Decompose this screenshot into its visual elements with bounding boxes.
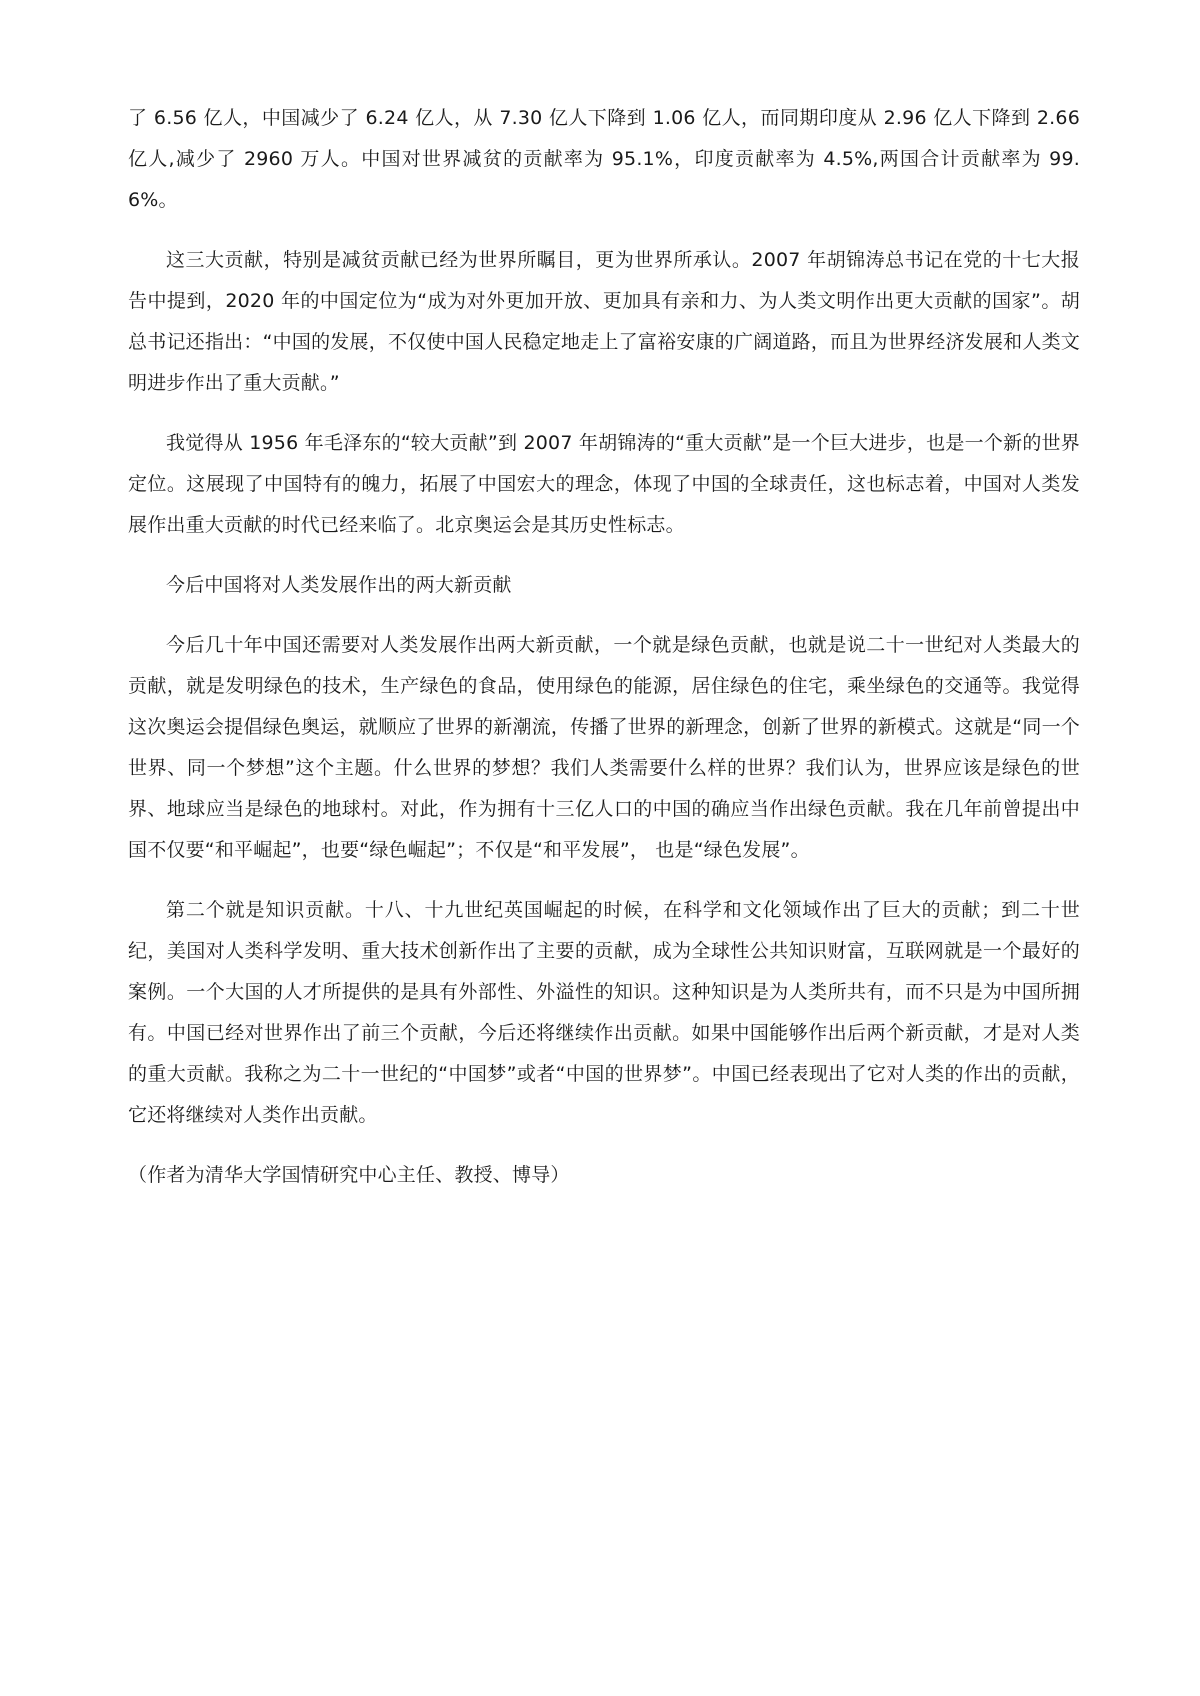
author-note: （作者为清华大学国情研究中心主任、教授、博导） (128, 1164, 570, 1186)
article-body (128, 98, 1080, 1196)
paragraph-knowledge-contribution: 第二个就是知识贡献。十八、十九世纪英国崛起的时候，在科学和文化领域作出了巨大的贡献；到二十世纪，美国对人类科学发明、重大技术创新作出了主要的贡献，成为全球性公共知识财富，互联网就是一个最好的案例。一个大国的人才所提供的是具有外部性、外溢性的知识。这种知识是为人类所共有，而不只是为中国所拥有。中国已经对世界作出了前三个贡献，今后还将继续作出贡献。如果中国能够作出后两个新贡献，才是对人类的重大贡献。我称之为二十一世纪的“中国梦”或者“中国的世界梦”。中国已经表现出了它对人类的作出的贡献，它还将继续对人类作出贡献。 (128, 899, 1080, 1126)
paragraph-world-positioning: 我觉得从 1956 年毛泽东的“较大贡献”到 2007 年胡锦涛的“重大贡献”是一个巨大进步，也是一个新的世界定位。这展现了中国特有的魄力，拓展了中国宏大的理念，体现了中国的全球责任，这也标志着，中国对人类发展作出重大贡献的时代已经来临了。北京奥运会是其历史性标志。 (128, 432, 1080, 536)
paragraph-poverty-reduction-statistics: 了 6.56 亿人，中国减少了 6.24 亿人，从 7.30 亿人下降到 1.06 亿人，而同期印度从 2.96 亿人下降到 2.66 亿人,减少了 2960 万人。中国对世界减贫的贡献率为 95.1%，印度贡献率为 4.5%,两国合计贡献率为 99.6%。 (128, 107, 1080, 211)
paragraph-three-contributions: 这三大贡献，特别是减贫贡献已经为世界所瞩目，更为世界所承认。2007 年胡锦涛总书记在党的十七大报告中提到，2020 年的中国定位为“成为对外更加开放、更加具有亲和力、为人类文明作出更大贡献的国家”。胡总书记还指出：“中国的发展，不仅使中国人民稳定地走上了富裕安康的广阔道路，而且为世界经济发展和人类文明进步作出了重大贡献。” (128, 249, 1080, 394)
section-heading-two-new-contributions: 今后中国将对人类发展作出的两大新贡献 (166, 574, 512, 596)
paragraph-green-contribution: 今后几十年中国还需要对人类发展作出两大新贡献，一个就是绿色贡献，也就是说二十一世纪对人类最大的贡献，就是发明绿色的技术，生产绿色的食品，使用绿色的能源，居住绿色的住宅，乘坐绿色的交通等。我觉得这次奥运会提倡绿色奥运，就顺应了世界的新潮流，传播了世界的新理念，创新了世界的新模式。这就是“同一个世界、同一个梦想”这个主题。什么世界的梦想？我们人类需要什么样的世界？我们认为，世界应该是绿色的世界、地球应当是绿色的地球村。对此，作为拥有十三亿人口的中国的确应当作出绿色贡献。我在几年前曾提出中国不仅要“和平崛起”，也要“绿色崛起”；不仅是“和平发展”， 也是“绿色发展”。 (128, 634, 1080, 861)
